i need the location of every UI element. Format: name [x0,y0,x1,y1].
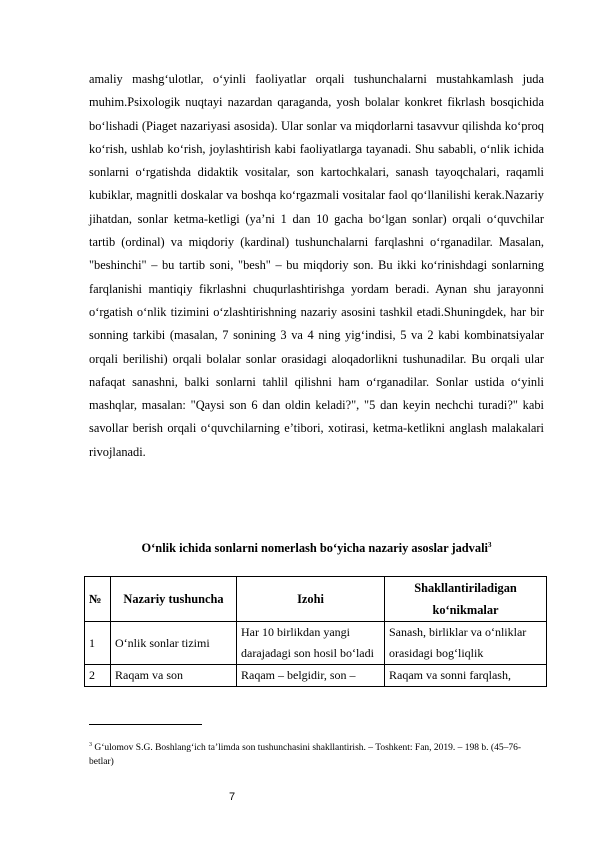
body-paragraph: amaliy mashg‘ulotlar, o‘yinli faoliyatlar orqali tushunchalarni mustahkamlash juda muhim.Psixologik nuqtayi nazardan qaraganda, yosh bolalar konkret fikrlash bosqichida bo‘lishadi (Piaget nazariyasi asosida). Ular sonlar va miqdorlarni tasavvur qilishda ko‘proq ko‘rish, ushlab ko‘rish, joylashtirish kabi faoliyatlarga tayanadi. Shu sababli, o‘nlik ichida sonlarni o‘rgatishda didaktik vositalar, son kartochkalari, sanash tayoqchalari, raqamli kubiklar, magnitli doskalar va boshqa ko‘rgazmali vositalar faol qo‘llanilishi kerak.Nazariy jihatdan, sonlar ketma-ketligi (ya’ni 1 dan 10 gacha bo‘lgan sonlar) orqali o‘quvchilar tartib (ordinal) va miqdoriy (kardinal) tushunchalarni farqlashni o‘rganadilar. Masalan, "beshinchi" – bu tartib soni, "besh" – bu miqdoriy son. Bu ikki ko‘rinishdagi sonlarning farqlanishi mantiqiy fikrlashni chuqurlashtirishga yordam beradi. Aynan shu jarayonni o‘rgatish o‘nlik tizimini o‘zlashtirishning nazariy asosini tashkil etadi.Shuningdek, har bir sonning tarkibi (masalan, 7 sonining 3 va 4 ning yig‘indisi, 5 va 2 kabi kombinatsiyalar orqali berilishi) orqali bolalar sonlar orasidagi aloqadorlikni tushunadilar. Bu orqali ular nafaqat sanashni, balki sonlarni tahlil qilishni ham o‘rganadilar. Sonlar ustida o‘yinli mashqlar, masalan: "Qaysi son 6 dan oldin keladi?", "5 dan keyin nechchi turadi?" kabi savollar berish orqali o‘quvchilarning e’tibori, xotirasi, ketma-ketlikni anglash malakalari rivojlanadi. [89,72,544,459]
cell-number: 1 [85,622,111,665]
header-description: Izohi [237,577,385,622]
table-header-row [85,577,547,622]
cell-concept: O‘nlik sonlar tizimi [111,622,237,665]
header-means: Shakllantiriladigan ko‘nikmalar [385,577,547,622]
footnote-mark: 3 [89,741,92,748]
footnote-separator [89,724,202,725]
page-number: 7 [229,791,236,803]
cell-description: Har 10 birlikdan yangi darajadagi son hosil bo‘ladi [237,622,385,665]
cell-means: Raqam va sonni farqlash, [385,665,547,687]
table-title [89,541,544,556]
footnote-text: G‘ulomov S.G. Boshlang‘ich ta’limda son tushunchasini shakllantirish. – Toshkent: Fan, 2019. – 198 b. (45–76-betlar) [89,743,522,767]
table-row [85,622,547,665]
footnote-reference: 3 [487,540,492,549]
theory-table [84,576,547,687]
header-number: № [85,577,111,622]
cell-concept: Raqam va son [111,665,237,687]
header-concept: Nazariy tushuncha [111,577,237,622]
cell-means: Sanash, birliklar va o‘nliklar orasidagi bog‘liqlik [385,622,547,665]
cell-description: Raqam – belgidir, son – [237,665,385,687]
cell-number: 2 [85,665,111,687]
table-title-text: O‘nlik ichida sonlarni nomerlash bo‘yicha nazariy asoslar jadvali [141,541,488,555]
footnote [89,741,544,769]
table-row [85,665,547,687]
